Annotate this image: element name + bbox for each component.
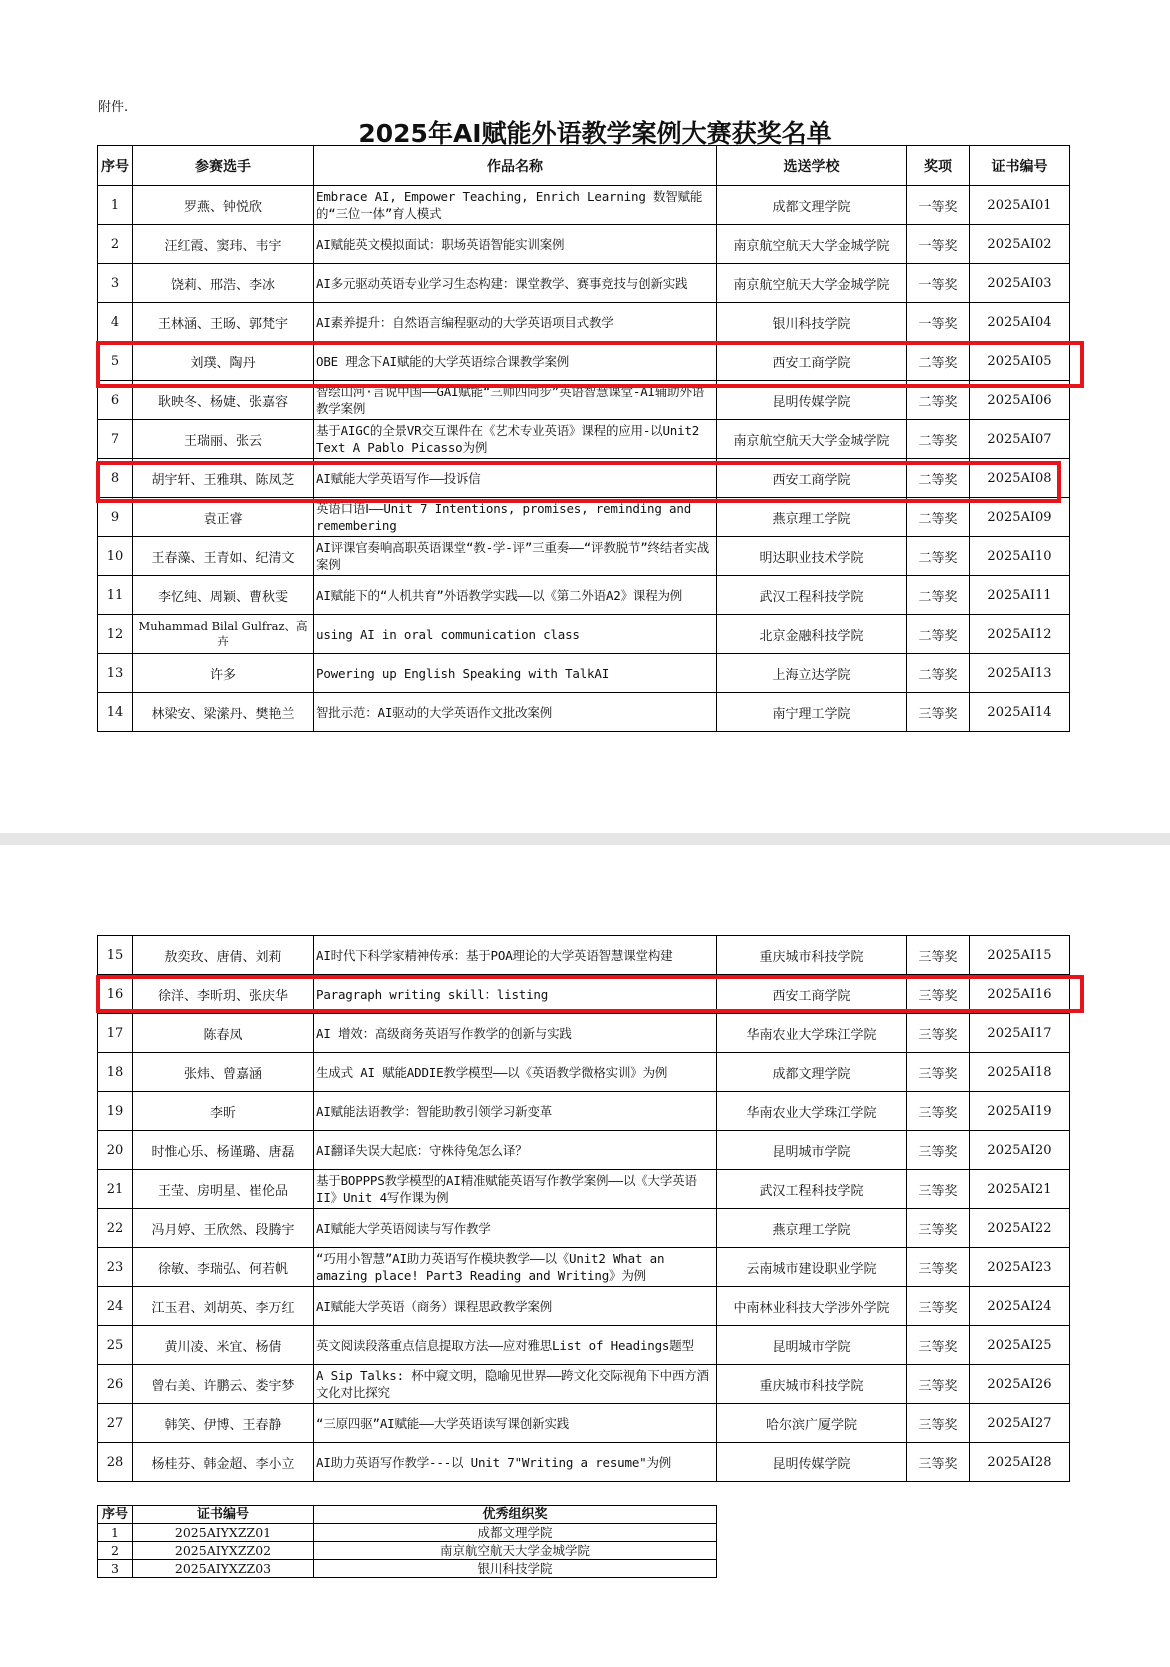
cell-work: 智批示范：AI驱动的大学英语作文批改案例 xyxy=(314,693,717,732)
cell-work: OBE 理念下AI赋能的大学英语综合课教学案例 xyxy=(314,342,717,381)
cell-award: 二等奖 xyxy=(907,420,970,459)
cell-participants: 陈春凤 xyxy=(133,1014,314,1053)
cell-school: 重庆城市科技学院 xyxy=(717,936,907,975)
cell-school: 南宁理工学院 xyxy=(717,693,907,732)
cell-cert: 2025AI19 xyxy=(970,1092,1070,1131)
table-row xyxy=(98,576,1070,615)
document-page-2 xyxy=(0,845,1170,1667)
cell-award: 二等奖 xyxy=(907,615,970,654)
cell-work: Paragraph writing skill：listing xyxy=(314,975,717,1014)
cell-work: AI多元驱动英语专业学习生态构建：课堂教学、赛事竞技与创新实践 xyxy=(314,264,717,303)
cell-participants: 王春藻、王青如、纪清文 xyxy=(133,537,314,576)
cell-award: 二等奖 xyxy=(907,342,970,381)
cell-award: 三等奖 xyxy=(907,975,970,1014)
table-row xyxy=(98,1092,1070,1131)
cell-school: 武汉工程科技学院 xyxy=(717,1170,907,1209)
cell-participants: 韩笑、伊博、王春静 xyxy=(133,1404,314,1443)
org-header-cert: 证书编号 xyxy=(133,1506,314,1524)
table2-body xyxy=(98,936,1070,1482)
cell-school: 华南农业大学珠江学院 xyxy=(717,1092,907,1131)
cell-participants: 罗燕、钟悦欣 xyxy=(133,186,314,225)
cell-participants: 王林涵、王旸、郭梵宇 xyxy=(133,303,314,342)
table-row xyxy=(98,1131,1070,1170)
cell-school: 燕京理工学院 xyxy=(717,498,907,537)
cell-award: 三等奖 xyxy=(907,1053,970,1092)
cell-award: 一等奖 xyxy=(907,225,970,264)
table-row xyxy=(98,225,1070,264)
cell-cert: 2025AI20 xyxy=(970,1131,1070,1170)
cell-cert: 2025AI22 xyxy=(970,1209,1070,1248)
cell-no: 1 xyxy=(98,186,133,225)
cell-work: 基于AIGC的全景VR交互课件在《艺术专业英语》课程的应用-以Unit2 Text A Pablo Picasso为例 xyxy=(314,420,717,459)
cell-award: 一等奖 xyxy=(907,186,970,225)
cell-no: 18 xyxy=(98,1053,133,1092)
org-header-award: 优秀组织奖 xyxy=(314,1506,717,1524)
cell-work: 英语口语Ⅰ——Unit 7 Intentions, promises, reminding and remembering xyxy=(314,498,717,537)
cell-no: 25 xyxy=(98,1326,133,1365)
document-title: 2025年AI赋能外语教学案例大赛获奖名单 xyxy=(358,119,832,148)
cell-no: 22 xyxy=(98,1209,133,1248)
cell-cert: 2025AI05 xyxy=(970,342,1070,381)
org-table-row xyxy=(98,1524,717,1542)
cell-award: 二等奖 xyxy=(907,459,970,498)
org-cell-school: 南京航空航天大学金城学院 xyxy=(314,1542,717,1560)
cell-school: 昆明城市学院 xyxy=(717,1326,907,1365)
cell-school: 西安工商学院 xyxy=(717,342,907,381)
cell-work: AI翻译失误大起底：守株待兔怎么译？ xyxy=(314,1131,717,1170)
table-row xyxy=(98,1053,1070,1092)
cell-cert: 2025AI10 xyxy=(970,537,1070,576)
cell-no: 28 xyxy=(98,1443,133,1482)
cell-work: using AI in oral communication class xyxy=(314,615,717,654)
cell-no: 23 xyxy=(98,1248,133,1287)
org-table-row xyxy=(98,1560,717,1578)
table-row xyxy=(98,936,1070,975)
cell-work: AI 增效：高级商务英语写作教学的创新与实践 xyxy=(314,1014,717,1053)
table-header-row xyxy=(98,146,1070,186)
table-row xyxy=(98,1326,1070,1365)
cell-award: 三等奖 xyxy=(907,1287,970,1326)
cell-school: 南京航空航天大学金城学院 xyxy=(717,264,907,303)
table-row xyxy=(98,1443,1070,1482)
cell-cert: 2025AI18 xyxy=(970,1053,1070,1092)
cell-award: 三等奖 xyxy=(907,1014,970,1053)
table-row xyxy=(98,1014,1070,1053)
cell-award: 一等奖 xyxy=(907,303,970,342)
header-award: 奖项 xyxy=(907,146,970,186)
cell-participants: 林梁安、梁潆丹、樊艳兰 xyxy=(133,693,314,732)
table-row xyxy=(98,975,1070,1014)
table-row xyxy=(98,498,1070,537)
cell-work: AI素养提升：自然语言编程驱动的大学英语项目式教学 xyxy=(314,303,717,342)
cell-cert: 2025AI24 xyxy=(970,1287,1070,1326)
attachment-label: 附件. xyxy=(98,100,129,115)
cell-school: 武汉工程科技学院 xyxy=(717,576,907,615)
table-row xyxy=(98,693,1070,732)
cell-cert: 2025AI26 xyxy=(970,1365,1070,1404)
cell-work: AI时代下科学家精神传承：基于POA理论的大学英语智慧课堂构建 xyxy=(314,936,717,975)
cell-award: 三等奖 xyxy=(907,1248,970,1287)
cell-work: 生成式 AI 赋能ADDIE教学模型——以《英语教学微格实训》为例 xyxy=(314,1053,717,1092)
cell-participants: 徐洋、李昕玥、张庆华 xyxy=(133,975,314,1014)
cell-school: 南京航空航天大学金城学院 xyxy=(717,420,907,459)
header-school: 选送学校 xyxy=(717,146,907,186)
cell-no: 7 xyxy=(98,420,133,459)
table-row xyxy=(98,420,1070,459)
cell-award: 二等奖 xyxy=(907,576,970,615)
cell-school: 西安工商学院 xyxy=(717,459,907,498)
cell-school: 明达职业技术学院 xyxy=(717,537,907,576)
cell-no: 11 xyxy=(98,576,133,615)
cell-cert: 2025AI17 xyxy=(970,1014,1070,1053)
cell-no: 3 xyxy=(98,264,133,303)
cell-no: 8 xyxy=(98,459,133,498)
table-row xyxy=(98,1209,1070,1248)
table-row xyxy=(98,615,1070,654)
cell-participants: 汪红霞、窦玮、韦宇 xyxy=(133,225,314,264)
cell-award: 三等奖 xyxy=(907,1443,970,1482)
cell-no: 4 xyxy=(98,303,133,342)
cell-participants: 徐敏、李瑞弘、何若帆 xyxy=(133,1248,314,1287)
cell-participants: 杨桂芬、韩金超、李小立 xyxy=(133,1443,314,1482)
cell-school: 上海立达学院 xyxy=(717,654,907,693)
org-cell-school: 银川科技学院 xyxy=(314,1560,717,1578)
cell-participants: 耿映冬、杨婕、张嘉容 xyxy=(133,381,314,420)
cell-no: 21 xyxy=(98,1170,133,1209)
cell-school: 华南农业大学珠江学院 xyxy=(717,1014,907,1053)
cell-participants: 胡宇轩、王雅琪、陈凤芝 xyxy=(133,459,314,498)
cell-cert: 2025AI13 xyxy=(970,654,1070,693)
cell-award: 三等奖 xyxy=(907,1131,970,1170)
cell-cert: 2025AI03 xyxy=(970,264,1070,303)
cell-work: Powering up English Speaking with TalkAI xyxy=(314,654,717,693)
org-cell-cert: 2025AIYXZZ01 xyxy=(133,1524,314,1542)
org-table-header-row xyxy=(98,1506,717,1524)
cell-participants: 敖奕玫、唐倩、刘莉 xyxy=(133,936,314,975)
cell-cert: 2025AI14 xyxy=(970,693,1070,732)
cell-cert: 2025AI28 xyxy=(970,1443,1070,1482)
cell-participants: 冯月婷、王欣然、段腾宇 xyxy=(133,1209,314,1248)
cell-work: AI赋能英文模拟面试：职场英语智能实训案例 xyxy=(314,225,717,264)
table-row xyxy=(98,1365,1070,1404)
cell-participants: 李昕 xyxy=(133,1092,314,1131)
cell-school: 哈尔滨广厦学院 xyxy=(717,1404,907,1443)
cell-award: 二等奖 xyxy=(907,654,970,693)
cell-participants: 曾右美、许鹏云、娄宇梦 xyxy=(133,1365,314,1404)
cell-work: AI赋能大学英语写作——投诉信 xyxy=(314,459,717,498)
cell-award: 三等奖 xyxy=(907,1170,970,1209)
cell-work: A Sip Talks: 杯中窥文明，隐喻见世界——跨文化交际视角下中西方酒文化对比探究 xyxy=(314,1365,717,1404)
cell-participants: 王瑞丽、张云 xyxy=(133,420,314,459)
cell-no: 15 xyxy=(98,936,133,975)
cell-work: AI赋能法语教学：智能助教引领学习新变革 xyxy=(314,1092,717,1131)
table-row xyxy=(98,1404,1070,1443)
table-row xyxy=(98,381,1070,420)
cell-school: 中南林业科技大学涉外学院 xyxy=(717,1287,907,1326)
header-work: 作品名称 xyxy=(314,146,717,186)
cell-cert: 2025AI21 xyxy=(970,1170,1070,1209)
cell-work: AI赋能大学英语阅读与写作教学 xyxy=(314,1209,717,1248)
cell-award: 三等奖 xyxy=(907,1092,970,1131)
cell-work: AI评课官奏响高职英语课堂“教-学-评”三重奏——“评教脱节”终结者实战案例 xyxy=(314,537,717,576)
awards-table-part-2 xyxy=(97,935,1070,1482)
cell-school: 西安工商学院 xyxy=(717,975,907,1014)
cell-cert: 2025AI09 xyxy=(970,498,1070,537)
table-row xyxy=(98,537,1070,576)
cell-no: 10 xyxy=(98,537,133,576)
cell-award: 一等奖 xyxy=(907,264,970,303)
cell-no: 6 xyxy=(98,381,133,420)
org-cell-cert: 2025AIYXZZ02 xyxy=(133,1542,314,1560)
org-cell-no: 3 xyxy=(98,1560,133,1578)
cell-work: AI赋能大学英语（商务）课程思政教学案例 xyxy=(314,1287,717,1326)
cell-cert: 2025AI06 xyxy=(970,381,1070,420)
cell-cert: 2025AI07 xyxy=(970,420,1070,459)
cell-no: 12 xyxy=(98,615,133,654)
header-no: 序号 xyxy=(98,146,133,186)
cell-cert: 2025AI12 xyxy=(970,615,1070,654)
cell-participants: 袁正睿 xyxy=(133,498,314,537)
cell-work: “巧用小智慧”AI助力英语写作模块教学——以《Unit2 What an amazing place! Part3 Reading and Writing》为例 xyxy=(314,1248,717,1287)
cell-participants: 饶莉、邢浩、李冰 xyxy=(133,264,314,303)
cell-award: 二等奖 xyxy=(907,537,970,576)
cell-cert: 2025AI15 xyxy=(970,936,1070,975)
cell-no: 19 xyxy=(98,1092,133,1131)
cell-participants: 刘璞、陶丹 xyxy=(133,342,314,381)
table-row xyxy=(98,654,1070,693)
cell-work: 智绘山河·言说中国——GAI赋能“三师四同步”英语智慧课堂-AI辅助外语教学案例 xyxy=(314,381,717,420)
cell-no: 17 xyxy=(98,1014,133,1053)
cell-cert: 2025AI11 xyxy=(970,576,1070,615)
org-cell-no: 2 xyxy=(98,1542,133,1560)
cell-participants: 黄川凌、米宜、杨倩 xyxy=(133,1326,314,1365)
cell-work: AI助力英语写作教学---以 Unit 7"Writing a resume"为例 xyxy=(314,1443,717,1482)
table-row xyxy=(98,1287,1070,1326)
cell-award: 三等奖 xyxy=(907,1365,970,1404)
table1-body xyxy=(98,186,1070,732)
cell-school: 云南城市建设职业学院 xyxy=(717,1248,907,1287)
cell-award: 三等奖 xyxy=(907,1404,970,1443)
table-row xyxy=(98,1248,1070,1287)
cell-award: 三等奖 xyxy=(907,1209,970,1248)
org-table-body xyxy=(98,1524,717,1578)
organization-award-table xyxy=(97,1505,717,1578)
table-row xyxy=(98,303,1070,342)
cell-cert: 2025AI27 xyxy=(970,1404,1070,1443)
cell-participants: 许多 xyxy=(133,654,314,693)
table-row xyxy=(98,186,1070,225)
table-row xyxy=(98,459,1070,498)
cell-school: 昆明城市学院 xyxy=(717,1131,907,1170)
org-table-row xyxy=(98,1542,717,1560)
org-cell-no: 1 xyxy=(98,1524,133,1542)
cell-school: 成都文理学院 xyxy=(717,186,907,225)
cell-award: 二等奖 xyxy=(907,498,970,537)
cell-cert: 2025AI02 xyxy=(970,225,1070,264)
table-row xyxy=(98,264,1070,303)
cell-cert: 2025AI01 xyxy=(970,186,1070,225)
cell-school: 重庆城市科技学院 xyxy=(717,1365,907,1404)
cell-award: 三等奖 xyxy=(907,1326,970,1365)
cell-no: 16 xyxy=(98,975,133,1014)
cell-school: 成都文理学院 xyxy=(717,1053,907,1092)
cell-school: 昆明传媒学院 xyxy=(717,1443,907,1482)
cell-no: 20 xyxy=(98,1131,133,1170)
cell-no: 26 xyxy=(98,1365,133,1404)
cell-no: 14 xyxy=(98,693,133,732)
cell-no: 9 xyxy=(98,498,133,537)
cell-participants: 王莹、房明星、崔伦品 xyxy=(133,1170,314,1209)
header-participants: 参赛选手 xyxy=(133,146,314,186)
table-row xyxy=(98,1170,1070,1209)
cell-participants: 张炜、曾嘉涵 xyxy=(133,1053,314,1092)
cell-no: 2 xyxy=(98,225,133,264)
org-cell-cert: 2025AIYXZZ03 xyxy=(133,1560,314,1578)
cell-cert: 2025AI16 xyxy=(970,975,1070,1014)
cell-no: 5 xyxy=(98,342,133,381)
cell-school: 银川科技学院 xyxy=(717,303,907,342)
cell-school: 昆明传媒学院 xyxy=(717,381,907,420)
cell-participants: Muhammad Bilal Gulfraz、高卉 xyxy=(133,615,314,654)
awards-table-part-1 xyxy=(97,145,1070,732)
cell-award: 三等奖 xyxy=(907,693,970,732)
cell-participants: 李忆纯、周颖、曹秋雯 xyxy=(133,576,314,615)
header-cert: 证书编号 xyxy=(970,146,1070,186)
org-header-no: 序号 xyxy=(98,1506,133,1524)
cell-cert: 2025AI23 xyxy=(970,1248,1070,1287)
cell-cert: 2025AI08 xyxy=(970,459,1070,498)
cell-work: “三原四驱”AI赋能——大学英语读写课创新实践 xyxy=(314,1404,717,1443)
cell-participants: 江玉君、刘胡英、李万红 xyxy=(133,1287,314,1326)
cell-cert: 2025AI25 xyxy=(970,1326,1070,1365)
cell-award: 二等奖 xyxy=(907,381,970,420)
cell-school: 南京航空航天大学金城学院 xyxy=(717,225,907,264)
cell-school: 燕京理工学院 xyxy=(717,1209,907,1248)
cell-participants: 时惟心乐、杨谨璐、唐磊 xyxy=(133,1131,314,1170)
cell-work: AI赋能下的“人机共育”外语教学实践——以《第二外语A2》课程为例 xyxy=(314,576,717,615)
cell-work: 基于BOPPPS教学模型的AI精准赋能英语写作教学案例——以《大学英语II》Unit 4写作课为例 xyxy=(314,1170,717,1209)
table-row xyxy=(98,342,1070,381)
document-page-1 xyxy=(0,0,1170,833)
org-cell-school: 成都文理学院 xyxy=(314,1524,717,1542)
cell-no: 13 xyxy=(98,654,133,693)
cell-no: 27 xyxy=(98,1404,133,1443)
cell-award: 三等奖 xyxy=(907,936,970,975)
cell-work: 英文阅读段落重点信息提取方法——应对雅思List of Headings题型 xyxy=(314,1326,717,1365)
cell-work: Embrace AI, Empower Teaching, Enrich Learning 数智赋能的“三位一体”育人模式 xyxy=(314,186,717,225)
cell-cert: 2025AI04 xyxy=(970,303,1070,342)
cell-no: 24 xyxy=(98,1287,133,1326)
cell-school: 北京金融科技学院 xyxy=(717,615,907,654)
